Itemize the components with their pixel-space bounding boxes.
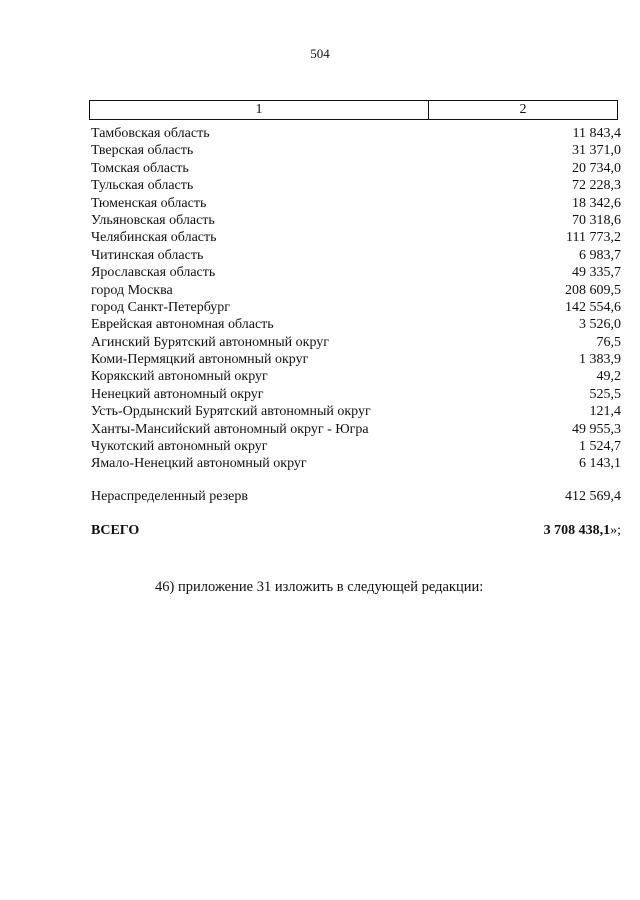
region-value: 121,4 [589,404,621,420]
region-value: 72 228,3 [572,178,621,194]
region-name: Усть-Ордынский Бурятский автономный округ [91,404,371,420]
table-row [91,421,621,438]
table-row [91,212,621,229]
table-row [91,195,621,212]
reserve-row [91,489,621,505]
region-value: 49,2 [596,369,621,385]
total-tail: »; [610,523,621,538]
region-value: 6 983,7 [579,247,621,263]
region-value: 31 371,0 [572,143,621,159]
region-name: Тюменская область [91,195,207,211]
region-value: 11 843,4 [572,126,621,141]
reserve-label: Нераспределенный резерв [91,489,248,504]
table-column-header [89,100,618,120]
table-row [91,403,621,420]
region-value: 525,5 [589,386,621,402]
region-name: Тамбовская область [91,126,210,141]
table-body [91,125,621,473]
table-row [91,299,621,316]
table-row [91,386,621,403]
region-name: Тульская область [91,178,194,194]
reserve-value: 412 569,4 [565,489,621,504]
region-value: 142 554,6 [565,299,621,315]
region-name: город Москва [91,282,173,298]
region-value: 76,5 [596,334,621,350]
total-row [91,523,621,539]
region-name: Агинский Бурятский автономный округ [91,334,329,350]
total-value-wrap [544,523,621,539]
table-row [91,264,621,281]
table-row [91,247,621,264]
note-text: 46) приложение 31 изложить в следующей редакции: [155,579,484,595]
table-row [91,125,621,142]
table-row [91,438,621,455]
region-name: Ямало-Ненецкий автономный округ [91,456,307,472]
table-row [91,160,621,177]
region-value: 6 143,1 [579,456,621,472]
region-value: 20 734,0 [572,160,621,176]
region-name: Челябинская область [91,230,217,246]
region-name: Ненецкий автономный округ [91,386,264,402]
table-row [91,334,621,351]
column-header-2: 2 [519,102,527,117]
region-name: город Санкт-Петербург [91,299,231,315]
table-row [91,282,621,299]
column-header-1: 1 [90,101,429,119]
region-name: Коми-Пермяцкий автономный округ [91,352,309,368]
region-value: 1 524,7 [579,439,621,455]
region-value: 1 383,9 [579,352,621,368]
region-name: Еврейская автономная область [91,317,274,333]
region-name: Тверская область [91,143,194,159]
page-number: 504 [310,46,330,61]
table-row [91,368,621,385]
table-row [91,142,621,159]
region-value: 70 318,6 [572,212,621,228]
region-name: Ярославская область [91,265,216,281]
table-row [91,316,621,333]
region-name: Ульяновская область [91,212,215,228]
region-name: Читинская область [91,247,204,263]
region-name: Ханты-Мансийский автономный округ - Югра [91,421,369,437]
total-label: ВСЕГО [91,523,140,538]
region-value: 111 773,2 [566,230,621,246]
region-value: 3 526,0 [579,317,621,333]
table-row [91,351,621,368]
table-row [91,229,621,246]
table-row [91,455,621,472]
region-value: 49 335,7 [572,265,621,281]
region-value: 208 609,5 [565,282,621,298]
region-name: Корякский автономный округ [91,369,268,385]
total-value: 3 708 438,1 [543,523,611,538]
region-name: Томская область [91,160,189,176]
table-row [91,177,621,194]
region-name: Чукотский автономный округ [91,439,268,455]
region-value: 49 955,3 [572,421,621,437]
region-value: 18 342,6 [572,195,621,211]
